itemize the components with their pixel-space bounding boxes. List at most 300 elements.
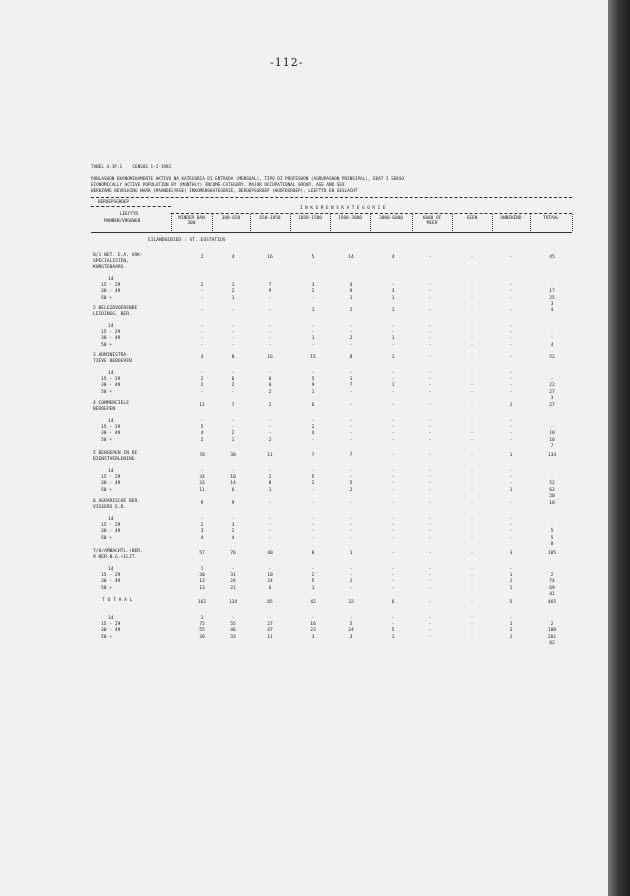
table-cell: - [391,342,395,348]
income-column-header: TOTAAL [543,216,559,221]
table-cell: 47 [267,628,273,634]
table-cell: - [311,523,315,529]
group-total-cell: 57 [199,551,205,556]
table-cell: 9 [311,383,315,389]
group-total-cell: - [509,501,513,506]
table-cell: - [428,487,432,493]
table-cell: 2 [200,523,204,529]
table-cell: - [349,342,353,348]
table-cell: - [428,342,432,348]
group-total-cell: 8 [231,355,235,360]
table-cell: - [391,567,395,572]
table-cell: - [428,377,432,383]
column-divider [250,214,251,231]
age-label: 30 - 49 [101,336,121,342]
table-cell: - [349,523,353,529]
table-cell: 4 [349,283,353,289]
group-total-cell: - [509,308,513,313]
group-total-cell: - [470,355,474,360]
age-label: 30 - 49 [101,481,121,487]
table-cell: - [349,585,353,591]
table-cell: 46 [230,628,236,634]
table-cell: 3 [200,529,204,535]
group-total-cell: - [428,355,432,360]
table-cell: - [391,324,395,329]
table-cell: - [268,371,272,376]
group-total-cell: 6 [311,403,315,408]
table-cell: - [349,419,353,424]
age-label: 30 - 49 [101,431,121,437]
group-total-cell: 5 [509,600,513,605]
table-cell: 2 [268,475,272,481]
age-label: 15 - 29 [101,377,121,383]
table-cell: - [428,330,432,336]
table-cell: 4 [311,431,315,437]
table-cell: 7 [550,443,554,449]
table-cell: - [470,330,474,336]
table-cell: 2 [349,487,353,493]
table-cell: 2 [311,573,315,579]
table-cell: 1 [311,389,315,395]
table-cell: - [391,535,395,541]
column-divider [492,214,493,231]
income-column-header: MINDER DAN 300 [178,216,205,226]
table-cell: 1 [391,383,395,389]
table-cell: - [391,389,395,395]
group-total-cell: 1 [509,453,513,458]
table-cell: 2 [200,437,204,443]
table-cell: - [428,383,432,389]
table-cell: - [428,585,432,591]
table-cell: - [550,330,554,336]
age-label: 50 + [101,437,113,443]
table-cell: 1 [391,336,395,342]
table-cell: 3 [311,634,315,640]
table-cell: - [349,573,353,579]
table-cell: - [311,616,315,621]
table-cell: - [509,469,513,474]
table-cell: 8 [268,481,272,487]
table-cell: - [268,295,272,301]
group-total-cell: 7 [311,453,315,458]
column-divider [290,214,291,231]
table-cell: 13 [199,585,205,591]
table-cell: - [550,475,554,481]
group-label: LEIDINGG. BER. [93,312,132,317]
group-label: KUNSTENAARS [93,265,124,270]
table-cell: 25 [549,295,555,301]
group-total-cell: 9 [231,501,235,506]
table-cell: 8 [268,377,272,383]
table-cell: - [391,371,395,376]
table-cell: 55 [230,622,236,628]
table-cell: - [268,330,272,336]
table-cell: - [391,573,395,579]
age-label: 50 + [101,295,113,301]
table-cell: - [349,517,353,522]
table-cell: - [349,567,353,572]
group-label: 6 AGRARISCHE BER. [93,499,141,504]
age-label: 30 - 49 [101,628,121,634]
table-cell: - [349,475,353,481]
table-cell: 2 [231,289,235,295]
table-cell: - [391,517,395,522]
table-cell: 6 [231,377,235,383]
group-total-cell: 27 [549,403,555,408]
table-cell: 3 [311,283,315,289]
table-cell: - [509,475,513,481]
rule-left [91,206,171,207]
group-total-cell: - [349,403,353,408]
table-cell: - [391,529,395,535]
table-cell: - [231,419,235,424]
table-cell: - [231,616,235,621]
age-label: 15 - 29 [101,573,121,579]
table-cell: 3 [231,523,235,529]
table-cell: - [200,469,204,474]
group-total-cell: 2 [268,403,272,408]
group-total-cell: - [470,403,474,408]
group-total-cell: - [428,551,432,556]
table-cell: - [509,535,513,541]
age-label: 15 - 29 [101,523,121,529]
group-total-cell: - [311,501,315,506]
table-cell: - [509,529,513,535]
age-label: 15 - 29 [101,622,121,628]
table-cell: - [268,469,272,474]
table-cell: - [231,567,235,572]
table-cell: - [470,517,474,522]
table-cell: 2 [231,529,235,535]
table-cell: 1 [509,579,513,585]
table-cell: - [550,425,554,431]
group-total-cell: - [470,501,474,506]
column-divider [530,214,531,231]
table-cell: - [200,295,204,301]
table-cell: 5 [349,481,353,487]
table-cell: - [349,389,353,395]
table-cell: 1 [509,622,513,628]
table-cell: - [391,487,395,493]
table-cell: 5 [550,535,554,541]
group-label: SPECIALISTEN, [93,259,129,264]
table-cell: 21 [230,585,236,591]
table-cell: - [428,616,432,621]
income-column-header: 300-650 [221,216,241,221]
table-cell: - [311,529,315,535]
table-cell: - [509,567,513,572]
page-number: -112- [270,56,304,69]
group-total-cell: - [268,308,272,313]
table-cell: 1 [509,585,513,591]
table-cell: - [550,283,554,289]
column-divider [572,214,573,231]
title-line-2: ECONOMICALLY ACTIVE POPULATION BY (MONTHLY) INCOME-CATEGORY, MAJOR OCCUPATIONAL GROUP, AGE AND SEX [91,183,345,188]
table-cell: - [200,517,204,522]
table-cell: - [200,330,204,336]
table-cell: - [470,475,474,481]
table-cell: - [509,431,513,437]
table-cell: - [200,324,204,329]
group-total-cell: 134 [547,453,557,458]
table-cell: - [428,517,432,522]
table-cell: 1 [509,634,513,640]
table-cell: - [470,324,474,329]
age-label: 14 [108,324,114,329]
age-label: 50 + [101,535,113,541]
table-cell: 2 [311,481,315,487]
income-column-header: 6000 OF MEER [422,216,442,226]
table-cell: 30 [199,634,205,640]
group-total-cell: 11 [199,403,205,408]
table-cell: - [428,634,432,640]
table-cell: 11 [199,487,205,493]
table-cell: - [509,324,513,329]
table-cell: 24 [230,579,236,585]
table-cell: - [200,419,204,424]
table-cell: 23 [310,628,316,634]
table-cell: - [470,585,474,591]
table-cell: - [470,579,474,585]
group-total-cell: 4 [231,255,235,260]
table-cell: - [470,481,474,487]
table-cell: - [349,469,353,474]
group-total-cell: 85 [267,600,273,605]
group-label: 2 BELEIDVOERENDE [93,306,138,311]
table-cell: 8 [550,541,554,547]
table-cell: - [428,475,432,481]
income-column-header: GEEN [466,216,478,221]
group-total-cell: - [428,403,432,408]
table-cell: - [268,567,272,572]
table-cell: 4 [550,342,554,348]
table-cell: - [509,330,513,336]
table-cell: 27 [267,622,273,628]
table-cell: - [509,295,513,301]
column-divider [171,214,172,231]
table-cell: - [470,431,474,437]
table-cell: 2 [268,437,272,443]
table-cell: 5 [550,529,554,535]
table-cell: - [268,342,272,348]
group-label: 3 ADMINISTRA- [93,353,129,358]
age-label: 50 + [101,342,113,348]
table-cell: 1 [349,579,353,585]
table-cell: - [509,336,513,342]
income-column-header: 1050-1500 [298,216,322,221]
table-cell: - [311,330,315,336]
group-total-cell: - [470,453,474,458]
group-total-cell: 30 [230,453,236,458]
table-cell: - [200,389,204,395]
group-total-cell: 8 [311,551,315,556]
table-cell: - [311,567,315,572]
income-column-header: 3000-6000 [379,216,403,221]
table-cell: 1 [349,377,353,383]
table-cell: - [470,336,474,342]
table-cell: - [231,336,235,342]
table-cell: - [428,579,432,585]
table-cell: - [268,535,272,541]
column-divider [330,214,331,231]
age-label: 14 [108,567,114,572]
table-cell: 1 [349,295,353,301]
table-cell: 4 [200,431,204,437]
table-cell: - [470,377,474,383]
group-total-cell: 161 [197,600,207,605]
group-total-cell: 40 [267,551,273,556]
table-id: TABEL 4.1P.1 CENSUS 1-2-1981 [91,165,172,170]
table-cell: 13 [199,579,205,585]
group-total-cell: 5 [311,255,315,260]
table-cell: 10 [267,573,273,579]
table-cell: - [550,523,554,529]
table-cell: 75 [199,622,205,628]
table-cell: - [349,529,353,535]
table-cell: - [391,481,395,487]
table-cell: - [470,567,474,572]
group-total-cell: 6 [391,600,395,605]
group-total-cell: 1 [509,403,513,408]
table-cell: 1 [268,487,272,493]
table-cell: 5 [349,622,353,628]
age-label: 15 - 29 [101,283,121,289]
group-total-cell: - [428,255,432,260]
group-total-cell: 2 [349,308,353,313]
age-label: 14 [108,517,114,522]
table-cell: 20 [549,493,555,499]
table-cell: - [509,419,513,424]
table-cell: - [428,573,432,579]
table-cell: - [428,289,432,295]
table-cell: - [268,517,272,522]
table-cell: 55 [199,628,205,634]
group-total-cell: 185 [547,551,557,556]
table-cell: 7 [268,283,272,289]
group-total-cell: 3 [509,551,513,556]
table-cell: 2 [550,573,554,579]
table-cell: - [311,371,315,376]
table-cell: 24 [267,579,273,585]
table-cell: - [311,324,315,329]
table-cell: - [231,342,235,348]
age-label: 50 + [101,634,113,640]
table-cell: - [268,616,272,621]
table-cell: - [470,371,474,376]
group-total-cell: - [200,308,204,313]
group-label: 0/1 WET. E.A. VAK- [93,253,143,258]
table-cell: - [428,431,432,437]
table-cell: - [391,283,395,289]
table-cell: - [200,289,204,295]
table-cell: - [470,289,474,295]
table-cell: 62 [549,487,555,493]
group-total-cell: 1 [391,308,395,313]
table-cell: - [470,523,474,529]
age-label: 50 + [101,389,113,395]
table-cell: 1 [509,487,513,493]
table-cell: - [550,336,554,342]
table-cell: - [470,622,474,628]
table-cell: 69 [549,585,555,591]
table-cell: - [509,342,513,348]
table-cell: - [509,377,513,383]
table-cell: - [470,628,474,634]
table-cell: - [391,469,395,474]
table-cell: 3 [550,395,554,401]
table-cell: - [428,469,432,474]
age-label: 15 - 29 [101,330,121,336]
table-cell: - [349,324,353,329]
age-label: 30 - 49 [101,529,121,535]
group-total-cell: 1 [311,308,315,313]
table-cell: - [470,535,474,541]
table-cell: - [311,295,315,301]
table-cell: 6 [268,383,272,389]
group-label: VISSERS E.D. [93,505,127,510]
table-cell: - [311,487,315,493]
table-cell: - [509,616,513,621]
table-cell: 2 [311,425,315,431]
income-column-header: ONBEKEND [500,216,522,221]
table-cell: - [311,437,315,443]
table-cell: - [428,425,432,431]
table-cell: - [349,330,353,336]
table-cell: 14 [230,481,236,487]
table-cell: - [311,342,315,348]
table-cell: 52 [549,481,555,487]
table-cell: - [391,579,395,585]
table-cell: - [391,622,395,628]
table-cell: - [391,523,395,529]
table-cell: 17 [549,289,555,295]
table-cell: - [391,585,395,591]
table-cell: 31 [230,573,236,579]
table-cell: 2 [231,431,235,437]
table-cell: - [428,481,432,487]
table-cell: - [231,469,235,474]
table-cell: - [311,419,315,424]
group-total-cell: - [470,600,474,605]
group-total-cell: 11 [267,453,273,458]
table-cell: 2 [200,383,204,389]
age-label: 15 - 29 [101,425,121,431]
table-cell: 22 [549,383,555,389]
table-cell: - [311,469,315,474]
table-cell: 5 [311,475,315,481]
table-cell: - [391,616,395,621]
table-cell: - [509,383,513,389]
table-cell: - [470,342,474,348]
leeftyd-heading: LEEFTYD [120,212,139,217]
table-cell: 3 [550,301,554,307]
table-cell: - [231,425,235,431]
table-cell: - [428,371,432,376]
age-label: 14 [108,616,114,621]
table-cell: 41 [549,591,555,597]
group-total-cell: 134 [228,600,238,605]
table-cell: 2 [509,628,513,634]
group-total-cell: 32 [348,600,354,605]
area-label: EILANDGEBIED : ST. EUSTATIUS [148,238,226,243]
age-label: 30 - 49 [101,289,121,295]
table-cell: 74 [549,579,555,585]
table-cell: 16 [310,622,316,628]
group-total-cell: 16 [267,255,273,260]
table-cell: - [349,431,353,437]
table-cell: - [509,389,513,395]
table-cell: - [428,523,432,529]
